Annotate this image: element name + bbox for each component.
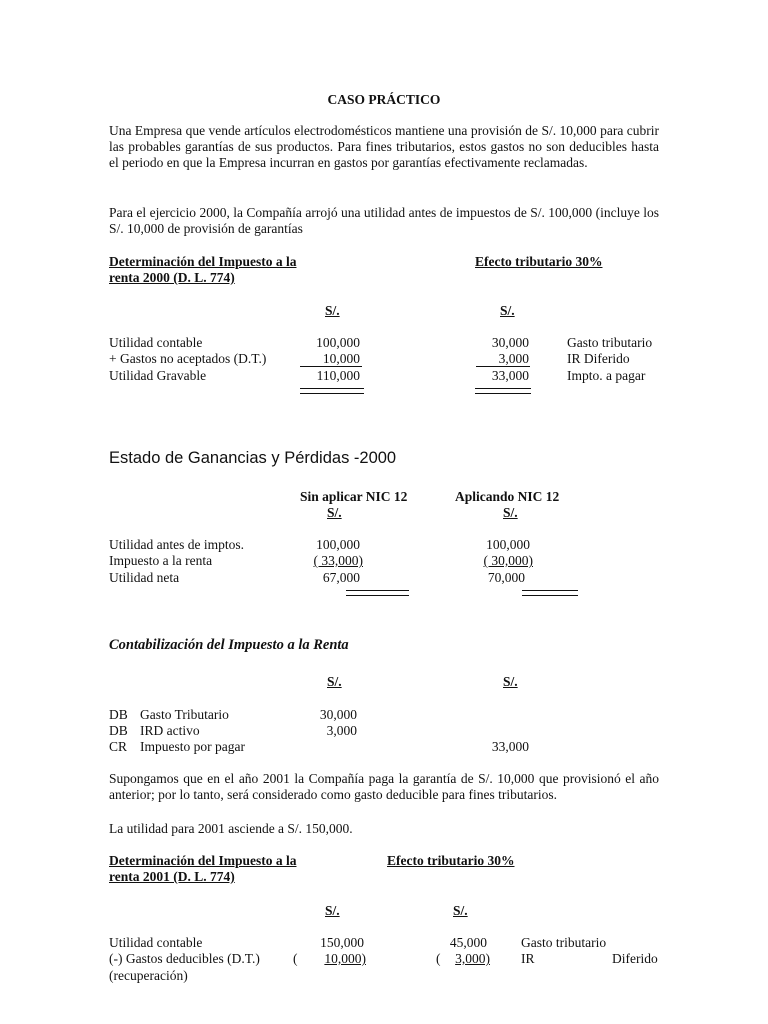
section4-row-note-b: Diferido	[612, 951, 658, 966]
section1-effect-double-rule	[475, 388, 531, 394]
section4-row-label: (-) Gastos deducibles (D.T.)	[109, 951, 260, 966]
income-statement-currency-b: S/.	[503, 505, 518, 520]
accounting-currency-a: S/.	[327, 674, 342, 689]
income-statement-row-v1: 67,000	[322, 570, 360, 585]
section4-row-value: 150,000	[320, 935, 364, 950]
year-2001-paragraph: Supongamos que en el año 2001 la Compañía paga la garantía de S/. 10,000 que provisionó el año anterior; por lo tanto, será considerado como gasto deducible para fines tributarios.	[109, 771, 659, 802]
accounting-entry-code: DB	[109, 723, 128, 738]
accounting-entry-debit: 30,000	[319, 707, 357, 722]
section4-row-effect: 45,000	[449, 935, 487, 950]
accounting-entry-label: Impuesto por pagar	[140, 739, 245, 754]
income-statement-row-label: Utilidad neta	[109, 570, 180, 585]
section1-row-label: Utilidad Gravable	[109, 368, 207, 383]
accounting-entry-code: DB	[109, 707, 128, 722]
income-statement-currency-a: S/.	[327, 505, 342, 520]
section1-subtotal-rule	[300, 366, 362, 367]
accounting-entry-credit: 33,000	[491, 739, 529, 754]
section1-total-double-rule	[300, 388, 364, 394]
accounting-heading: Contabilización del Impuesto a la Renta	[109, 637, 349, 653]
income-statement-double-rule-b	[522, 590, 578, 596]
profit-2001-text: La utilidad para 2001 asciende a S/. 150,000.	[109, 821, 353, 836]
section1-row-label: + Gastos no aceptados (D.T.)	[109, 351, 267, 366]
section4-row-label-continued: (recuperación)	[109, 968, 188, 983]
accounting-entry-label: Gasto Tributario	[140, 707, 229, 722]
section4-row-label: Utilidad contable	[109, 935, 203, 950]
accounting-entry-code: CR	[109, 739, 128, 754]
section1-row-note: Impto. a pagar	[567, 368, 646, 383]
section4-row-note: Gasto tributario	[521, 935, 607, 950]
income-statement-row-label: Utilidad antes de imptos.	[109, 537, 244, 552]
income-statement-row-v2: 70,000	[487, 570, 525, 585]
section1-row-effect: 33,000	[491, 368, 529, 383]
section1-row-effect: 3,000	[498, 351, 529, 366]
income-statement-row-label: Impuesto a la renta	[109, 553, 213, 568]
section1-effect-subtotal-rule	[476, 366, 530, 367]
section1-currency-a: S/.	[325, 303, 340, 318]
accounting-entry-debit: 3,000	[326, 723, 357, 738]
section1-currency-b: S/.	[500, 303, 515, 318]
exercise-paragraph: Para el ejercicio 2000, la Compañía arrojó una utilidad antes de impuestos de S/. 100,000 (incluye los S/. 10,000 de provisión de garantías	[109, 205, 659, 236]
income-statement-row-v1: 100,000	[316, 537, 360, 552]
section1-row-note: IR Diferido	[567, 351, 630, 366]
section4-row-value: 10,000)	[324, 951, 366, 966]
income-statement-col2-heading: Aplicando NIC 12	[455, 489, 560, 504]
section4-currency-b: S/.	[453, 903, 468, 918]
income-statement-double-rule-a	[346, 590, 409, 596]
section4-row-effect: 3,000)	[455, 951, 490, 966]
section4-row-note-a: IR	[521, 951, 535, 966]
income-statement-row-v2: ( 30,000)	[483, 553, 533, 568]
section1-row-value: 10,000	[322, 351, 360, 366]
section1-row-value: 110,000	[316, 368, 360, 383]
income-statement-row-v1: ( 33,000)	[313, 553, 363, 568]
income-statement-row-v2: 100,000	[486, 537, 530, 552]
section1-row-label: Utilidad contable	[109, 335, 203, 350]
section1-row-effect: 30,000	[491, 335, 529, 350]
section4-currency-a: S/.	[325, 903, 340, 918]
section4-effect-heading: Efecto tributario 30%	[387, 853, 515, 868]
section4-row-value-open: (	[293, 951, 298, 966]
page-title: CASO PRÁCTICO	[327, 92, 441, 107]
section1-row-note: Gasto tributario	[567, 335, 653, 350]
section4-heading-line1: Determinación del Impuesto a la	[109, 853, 297, 868]
accounting-currency-b: S/.	[503, 674, 518, 689]
section1-heading-line2: renta 2000 (D. L. 774)	[109, 270, 235, 285]
section4-row-effect-open: (	[436, 951, 441, 966]
section1-effect-heading: Efecto tributario 30%	[475, 254, 603, 269]
section1-row-value: 100,000	[316, 335, 360, 350]
intro-paragraph: Una Empresa que vende artículos electrodomésticos mantiene una provisión de S/. 10,000 para cubrir las probables garantías de sus productos. Para fines tributarios, estos gastos no son deducibles hasta el periodo en que la Empresa incurran en gastos por garantías efectivamente reclamadas.	[109, 123, 659, 170]
income-statement-col1-heading: Sin aplicar NIC 12	[300, 489, 408, 504]
accounting-entry-label: IRD activo	[140, 723, 200, 738]
section4-heading-line2: renta 2001 (D. L. 774)	[109, 869, 235, 884]
income-statement-heading: Estado de Ganancias y Pérdidas -2000	[109, 449, 397, 467]
section1-heading-line1: Determinación del Impuesto a la	[109, 254, 297, 269]
